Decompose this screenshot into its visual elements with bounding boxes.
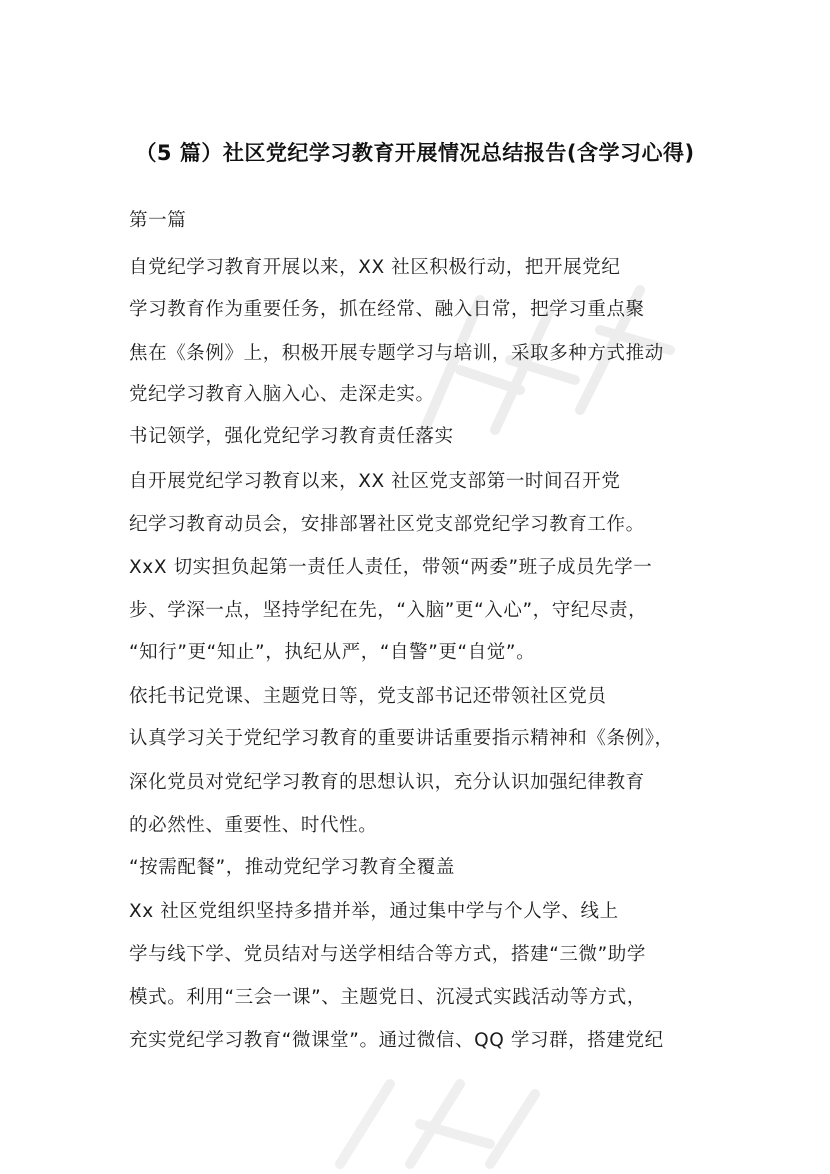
paragraph-line: 模式。利用“三会一课”、主题党日、沉浸式实践活动等方式， (129, 987, 646, 1008)
paragraph-line: 学习教育作为重要任务，抓在经常、融入日常，把学习重点聚 (129, 299, 645, 320)
paragraph-line: 焦在《条例》上，积极开展专题学习与培训，采取多种方式推动 (129, 343, 664, 364)
document-title: （5 篇）社区党纪学习教育开展情况总结报告(含学习心得) (135, 141, 695, 165)
paragraph-line: XxX 切实担负起第一责任人责任，带领“两委”班子成员先学一 (129, 557, 653, 578)
paragraph-line: 充实党纪学习教育“微课堂”。通过微信、QQ 学习群，搭建党纪 (129, 1030, 664, 1051)
paragraph-line: 的必然性、重要性、时代性。 (129, 815, 378, 836)
paragraph-line: 纪学习教育动员会，安排部署社区党支部党纪学习教育工作。 (129, 514, 645, 535)
paragraph-line: “知行”更“知止”，执纪从严，“自警”更“自觉”。 (129, 642, 536, 663)
section-heading: 第一篇 (129, 210, 187, 231)
watermark-bottom (320, 1064, 560, 1174)
paragraph-line: 步、学深一点，坚持学纪在先，“入脑”更“入心”，守纪尽责， (129, 600, 648, 621)
paragraph-line: 学与线下学、党员结对与送学相结合等方式，搭建“三微”助学 (129, 944, 646, 965)
paragraph-line: Xx 社区党组织坚持多措并举，通过集中学与个人学、线上 (129, 901, 619, 922)
paragraph-line: 党纪学习教育入脑入心、走深走实。 (129, 384, 435, 405)
paragraph-line: 自开展党纪学习教育以来，XX 社区党支部第一时间召开党 (129, 471, 621, 492)
paragraph-line: 自党纪学习教育开展以来，XX 社区积极行动，把开展党纪 (129, 257, 621, 278)
paragraph-line: 深化党员对党纪学习教育的思想认识，充分认识加强纪律教育 (129, 772, 645, 793)
subheading-line: “按需配餐”，推动党纪学习教育全覆盖 (129, 857, 455, 878)
subheading-line: 书记领学，强化党纪学习教育责任落实 (129, 426, 454, 447)
paragraph-line: 依托书记党课、主题党日等，党支部书记还带领社区党员 (129, 686, 607, 707)
paragraph-line: 认真学习关于党纪学习教育的重要讲话重要指示精神和《条例》， (129, 728, 674, 749)
